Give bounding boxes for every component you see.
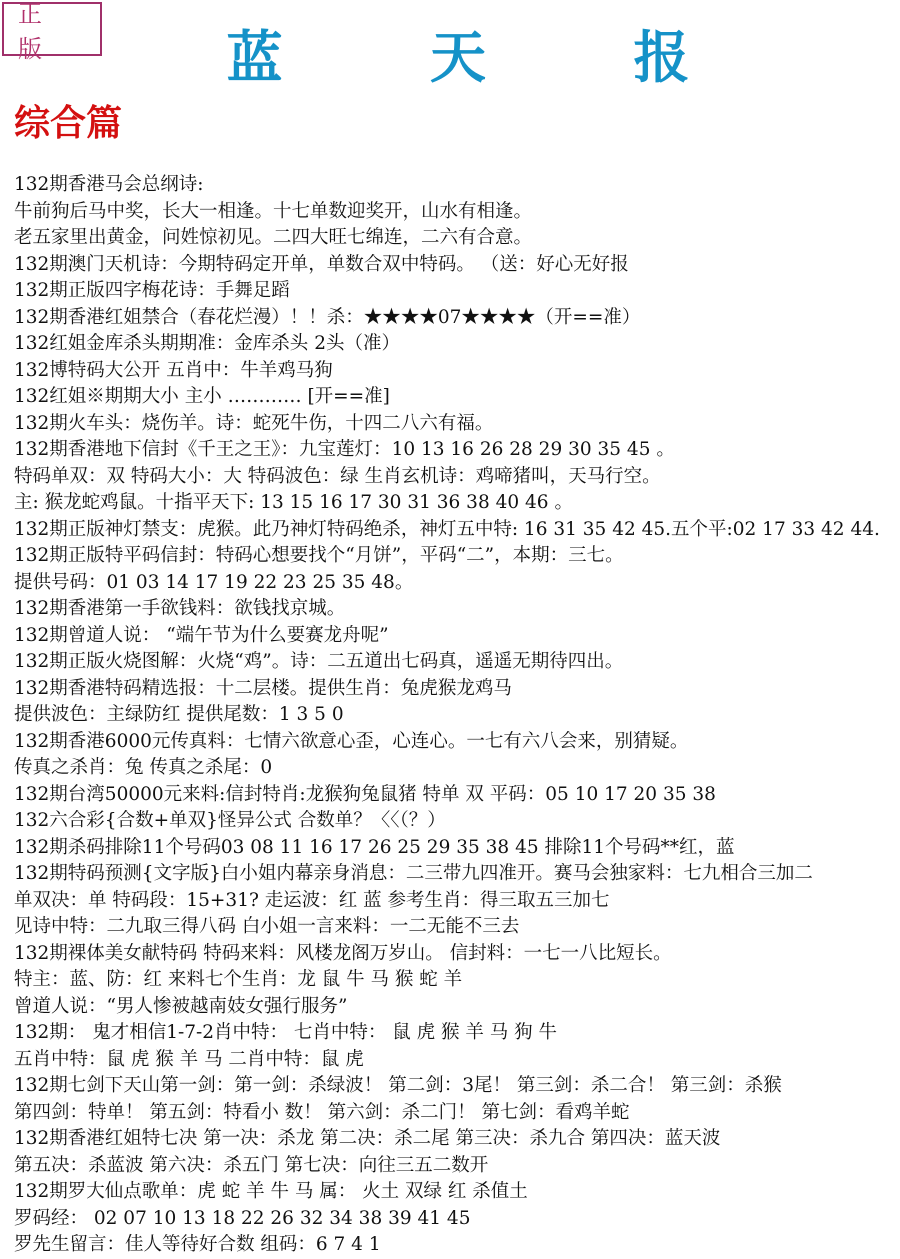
text-line: 主: 猴龙蛇鸡鼠。十指平天下: 13 15 16 17 30 31 36 38 40 46 。 bbox=[14, 492, 573, 513]
text-line: 提供号码：01 03 14 17 19 22 23 25 35 48。 bbox=[14, 571, 414, 593]
text-line: 132六合彩{合数+单双}怪异公式 合数单？〈〈（？） bbox=[14, 810, 446, 831]
text-line: 132期正版火烧图解：火烧“鸡”。诗：二五道出七码真，遥遥无期待四出。 bbox=[14, 651, 624, 672]
text-line: 132期正版特平码信封：特码心想要找个“月饼”，平码“二”，本期：三七。 bbox=[14, 545, 624, 566]
text-line: 132期正版神灯禁支：虎猴。此乃神灯特码绝杀，神灯五中特: 16 31 35 42 45.五个平:02 17 33 42 44. bbox=[14, 518, 880, 540]
text-line: 132期火车头：烧伤羊。诗：蛇死牛伤，十四二八六有福。 bbox=[14, 412, 494, 434]
text-line: 传真之杀肖：兔 传真之杀尾：0 bbox=[14, 757, 273, 778]
text-line: 132期香港地下信封《千王之王》：九宝莲灯：10 13 16 26 28 29 30 35 45 。 bbox=[14, 439, 675, 460]
text-line: 132期香港红姐特七决 第一决：杀龙 第二决：杀二尾 第三决：杀九合 第四决：蓝天波 bbox=[14, 1128, 721, 1149]
text-line: 132期杀码排除11个号码03 08 11 16 17 26 25 29 35 38 45 排除11个号码**红，蓝 bbox=[14, 836, 735, 858]
text-line: 五肖中特：鼠 虎 猴 羊 马 二肖中特：鼠 虎 bbox=[14, 1048, 364, 1070]
text-line: 特码单双：双 特码大小：大 特码波色：绿 生肖玄机诗：鸡啼猪叫，天马行空。 bbox=[14, 465, 661, 487]
text-line: 132期台湾50000元来料:信封特肖:龙猴狗兔鼠猪 特单 双 平码：05 10 17 20 35 38 bbox=[14, 783, 716, 805]
text-line: 老五家里出黄金，问姓惊初见。二四大旺七绵连，二六有合意。 bbox=[14, 227, 533, 248]
text-line: 132期： 鬼才相信1-7-2肖中特： 七肖中特： 鼠 虎 猴 羊 马 狗 牛 bbox=[14, 1022, 558, 1043]
text-line: 132期裸体美女献特码 特码来料：风楼龙阁万岁山。 信封料：一七一八比短长。 bbox=[14, 942, 672, 964]
text-line: 132期七剑下天山第一剑：第一剑：杀绿波！ 第二剑：3尾！ 第三剑：杀二合！ 第三剑：杀猴 bbox=[14, 1075, 782, 1096]
text-line: 132期特码预测{文字版}白小姐内幕亲身消息：二三带九四准开。赛马会独家料：七九相合三加二 bbox=[14, 863, 813, 884]
text-line: 见诗中特：二九取三得八码 白小姐一言来料：一二无能不三去 bbox=[14, 916, 520, 937]
text-line: 132期香港6000元传真料：七情六欲意心歪，心连心。一七有六八会来，别猜疑。 bbox=[14, 730, 689, 752]
text-line: 132期澳门天机诗：今期特码定开单，单数合双中特码。 （送：好心无好报 bbox=[14, 253, 629, 275]
text-line: 罗先生留言：佳人等待好合数 组码：6 7 4 1 bbox=[14, 1234, 381, 1255]
text-line: 132期正版四字梅花诗：手舞足蹈 bbox=[14, 280, 290, 301]
text-line: 132期罗大仙点歌单：虎 蛇 羊 牛 马 属： 火土 双绿 红 杀值土 bbox=[14, 1181, 528, 1202]
text-line: 曾道人说：“男人惨被越南妓女强行服务” bbox=[14, 995, 348, 1017]
text-line: 特主：蓝、防：红 来料七个生肖：龙 鼠 牛 马 猴 蛇 羊 bbox=[14, 969, 463, 990]
text-line: 罗码经： 02 07 10 13 18 22 26 32 34 38 39 41 45 bbox=[14, 1207, 471, 1229]
text-line: 单双决：单 特码段：15+31? 走运波：红 蓝 参考生肖：得三取五三加七 bbox=[14, 889, 610, 911]
page-title: 蓝 天 报 bbox=[226, 25, 754, 91]
text-line: 牛前狗后马中奖，长大一相逢。十七单数迎奖开，山水有相逢。 bbox=[14, 200, 533, 222]
content-lines bbox=[14, 172, 900, 1259]
text-line: 提供波色：主绿防红 提供尾数：1 3 5 0 bbox=[14, 704, 344, 725]
text-line: 132博特码大公开 五肖中：牛羊鸡马狗 bbox=[14, 359, 333, 381]
text-line: 第四剑：特单！ 第五剑：特看小 数！ 第六剑：杀二门！ 第七剑：看鸡羊蛇 bbox=[14, 1101, 630, 1123]
text-line: 132红姐※期期大小 主小 ………… [开==准] bbox=[14, 386, 390, 407]
section-heading: 综合篇 bbox=[14, 102, 123, 144]
text-line: 132期香港红姐禁合（春花烂漫）！！杀：★★★★07★★★★（开==准） bbox=[14, 306, 641, 328]
text-line: 132期香港马会总纲诗: bbox=[14, 174, 204, 195]
edition-badge: 正 版 bbox=[2, 2, 102, 56]
text-line: 132红姐金库杀头期期准：金库杀头 2头（准） bbox=[14, 333, 400, 354]
text-line: 132期香港第一手欲钱料：欲钱找京城。 bbox=[14, 598, 346, 619]
text-line: 132期香港特码精选报：十二层楼。提供生肖：兔虎猴龙鸡马 bbox=[14, 677, 512, 699]
text-line: 第五决：杀蓝波 第六决：杀五门 第七决：向往三五二数开 bbox=[14, 1154, 489, 1176]
text-line: 132期曾道人说： “端午节为什么要赛龙舟呢” bbox=[14, 624, 389, 646]
